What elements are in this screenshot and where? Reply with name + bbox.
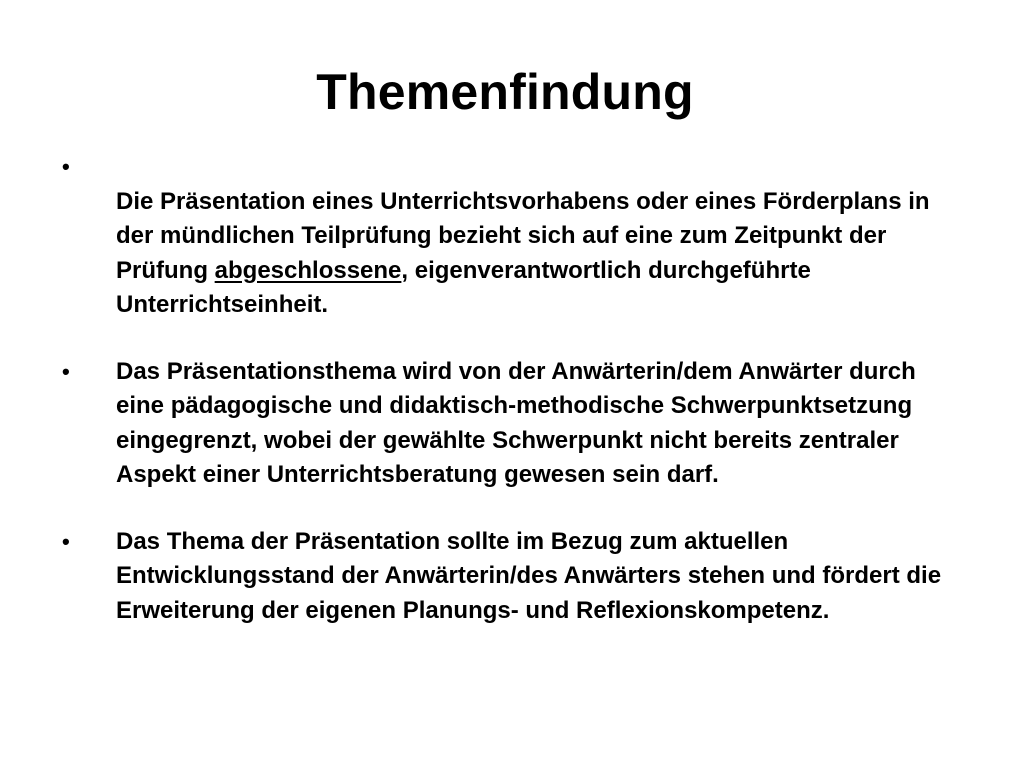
bullet-marker: •	[62, 358, 70, 384]
bullet-item-2	[60, 355, 960, 493]
bullet-text-part: Die Präsentation eines Unterrichtsvorhabens oder eines Förderplans in der mündlichen Teilprüfung bezieht sich auf eine zum Zeitpunkt der Prüfung	[116, 187, 930, 284]
bullet-text: Das Präsentationsthema wird von der Anwärterin/dem Anwärter durch eine pädagogische und didaktisch-methodische Schwerpunktsetzung eingegrenzt, wobei der gewählte Schwerpunkt nicht bereits zentraler Aspekt einer Unterrichtsberatung gewesen sein darf.	[116, 357, 916, 488]
bullet-list	[60, 150, 960, 628]
bullet-text	[116, 188, 930, 319]
bullet-marker: •	[62, 154, 70, 179]
slide-title: Themenfindung	[316, 64, 694, 120]
bullet-marker: •	[62, 528, 70, 554]
underlined-word: abgeschlossene	[214, 256, 402, 284]
bullet-item-1	[60, 150, 960, 323]
bullet-text: Das Thema der Präsentation sollte im Bezug zum aktuellen Entwicklungsstand der Anwärterin/des Anwärters stehen und fördert die Erweiterung der eigenen Planungs- und Reflexionskompetenz.	[116, 527, 942, 624]
empty-line	[116, 150, 960, 185]
bullet-item-3	[60, 525, 960, 629]
bullet-text-part: , eigenverantwortlich durchgeführte Unterrichtseinheit.	[116, 256, 811, 318]
